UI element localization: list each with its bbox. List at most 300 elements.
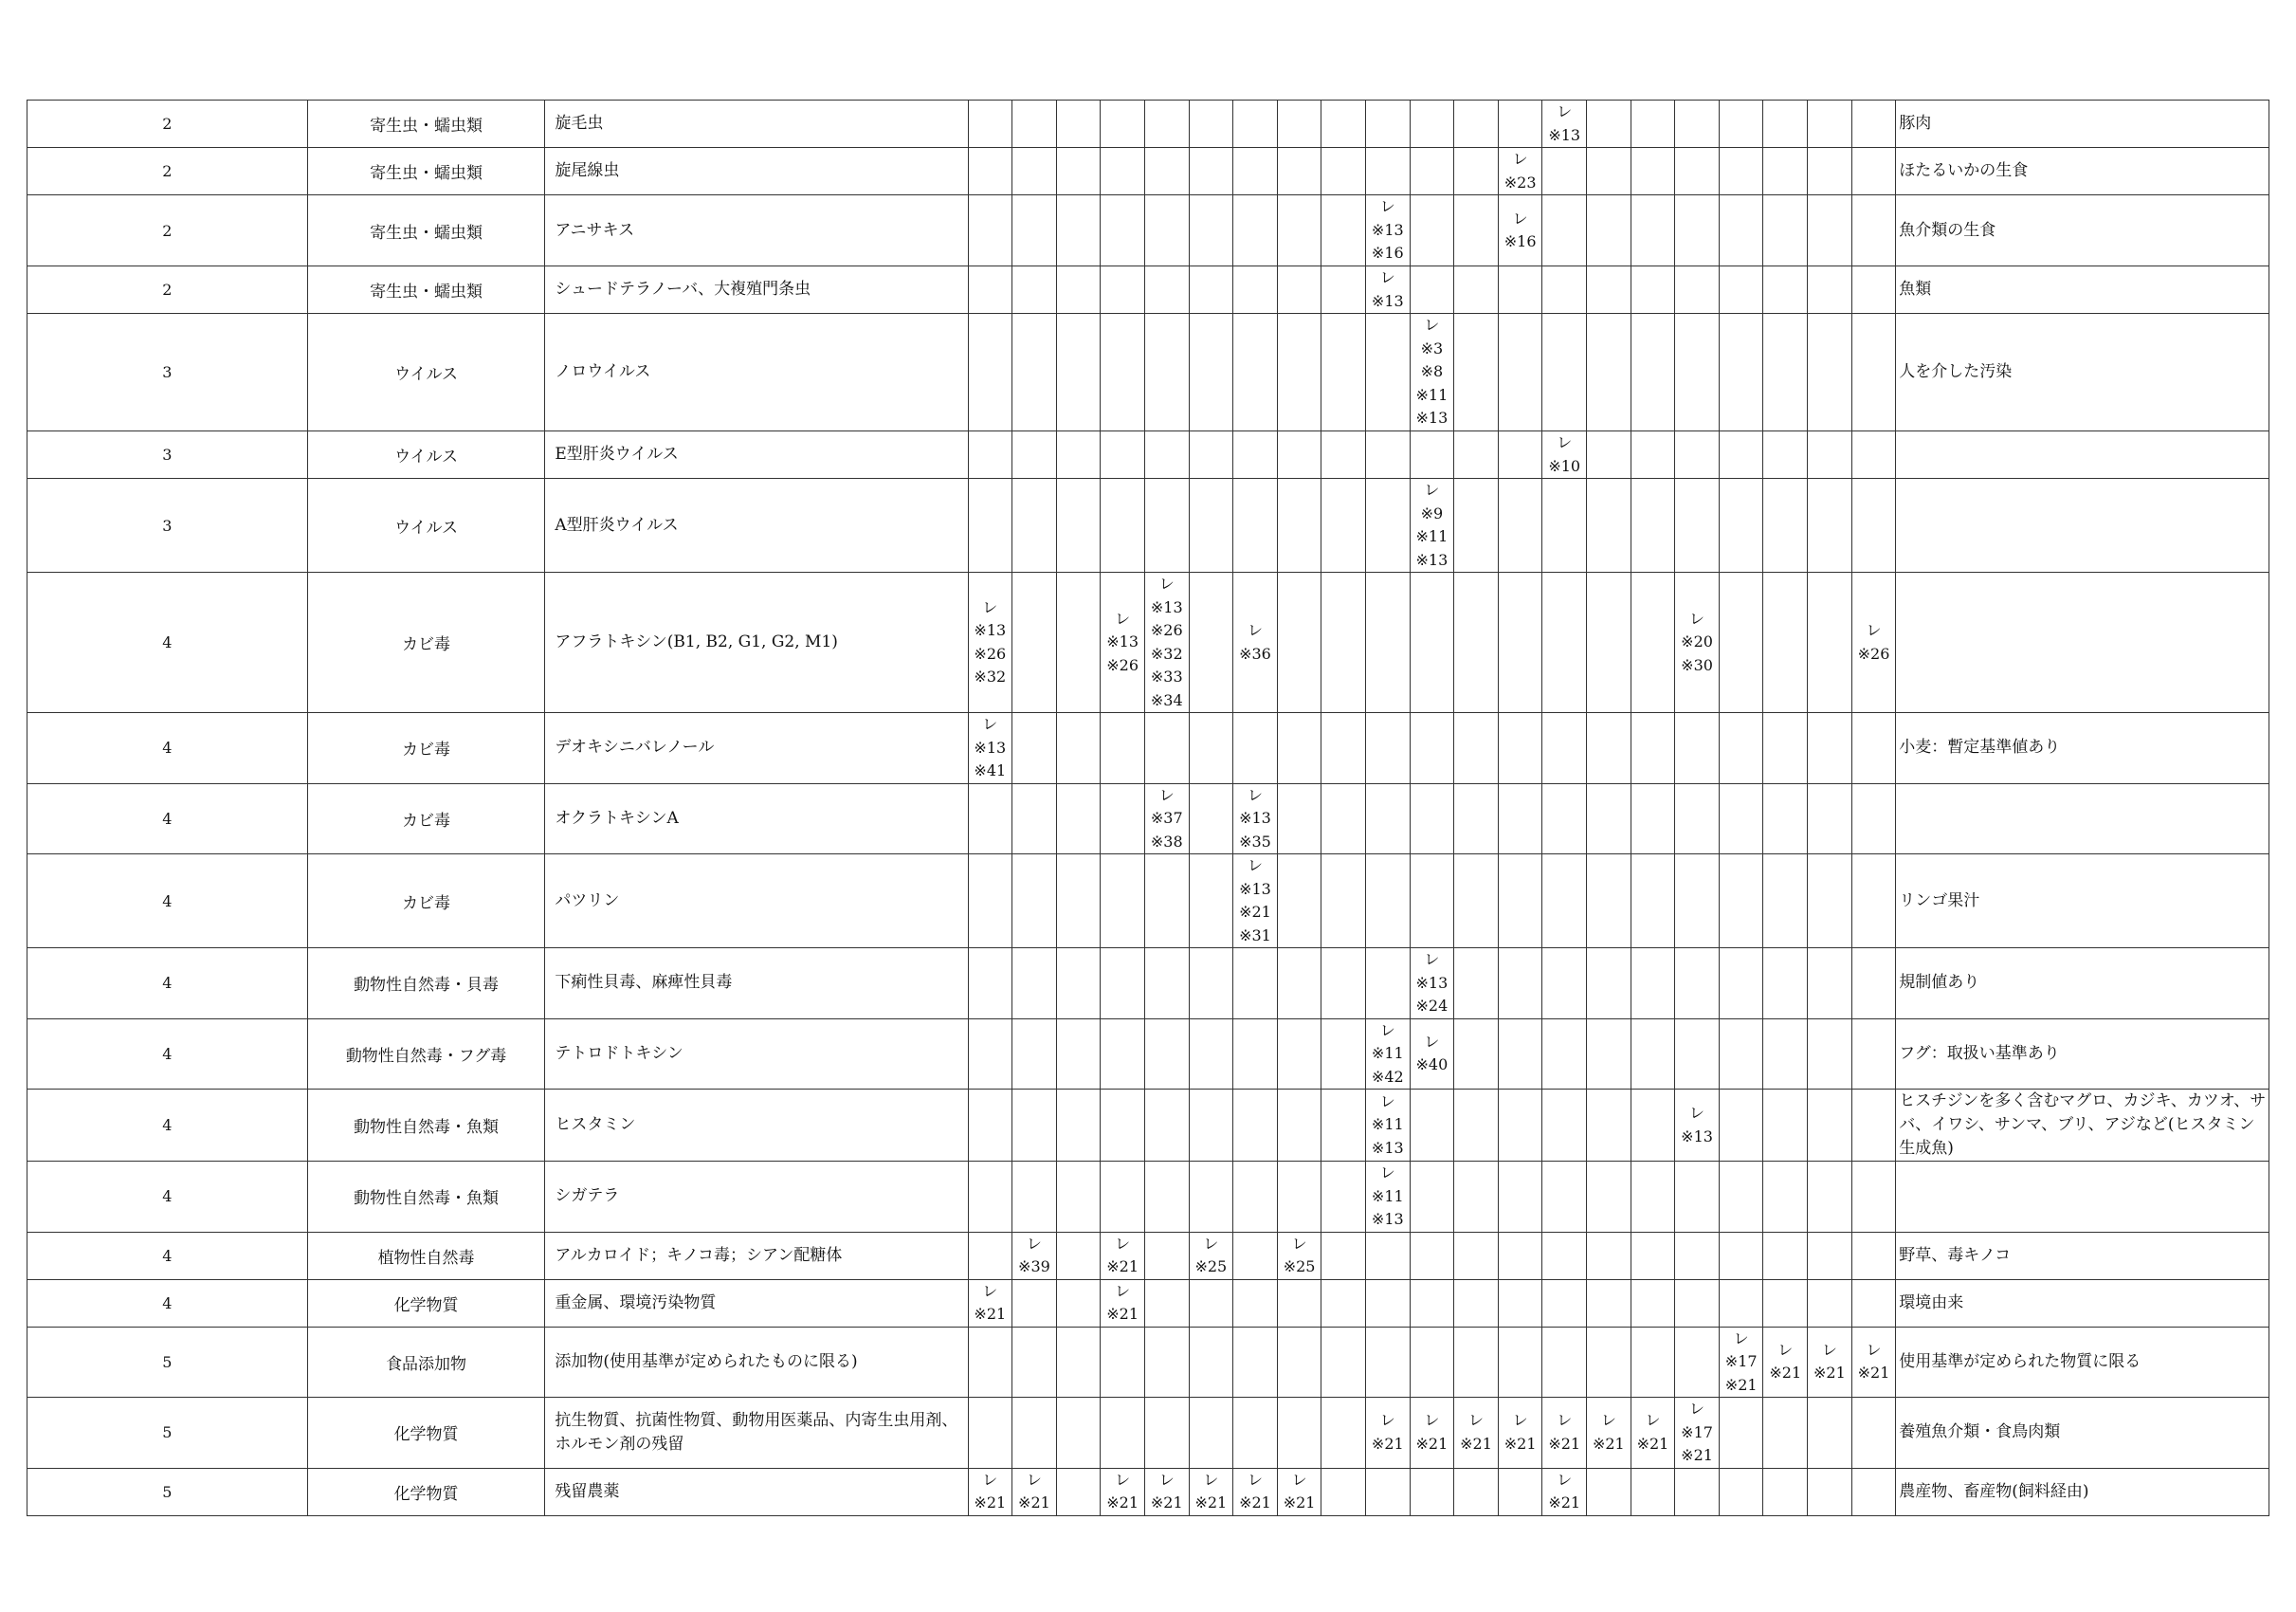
- check-cell: [968, 148, 1012, 195]
- remarks-cell: 魚類: [1896, 266, 2269, 314]
- check-cell: [1144, 1279, 1189, 1327]
- check-mark: レ: [982, 1470, 998, 1489]
- note-reference: ※26: [1857, 644, 1890, 663]
- hazard-name-cell: ノロウイルス: [545, 314, 968, 431]
- check-cell: [1365, 314, 1410, 431]
- check-mark: レ: [982, 597, 998, 616]
- check-cell: [1719, 1468, 1763, 1515]
- check-cell: [1542, 1232, 1587, 1279]
- check-cell: [1012, 1162, 1057, 1233]
- check-cell: [1763, 1162, 1808, 1233]
- remarks-cell: 規制値あり: [1896, 948, 2269, 1019]
- check-cell: [1056, 1090, 1101, 1162]
- check-mark: レ: [982, 1281, 998, 1300]
- hazard-name-cell: 旋毛虫: [545, 101, 968, 148]
- check-cell: [1675, 314, 1720, 431]
- check-cell: [1808, 1162, 1852, 1233]
- check-cell: [1410, 713, 1454, 784]
- hazard-name-cell: オクラトキシンA: [545, 783, 968, 854]
- check-cell: [1012, 266, 1057, 314]
- check-cell: [1851, 266, 1896, 314]
- check-cell: [1631, 1327, 1675, 1398]
- note-reference: ※21: [1548, 1434, 1581, 1453]
- hazard-name-cell: アニサキス: [545, 195, 968, 266]
- check-cell: [1365, 101, 1410, 148]
- check-cell: [1542, 479, 1587, 573]
- check-cell: [1365, 854, 1410, 948]
- check-cell: [1410, 1327, 1454, 1398]
- note-reference: ※8: [1420, 362, 1444, 381]
- check-cell: [1851, 1018, 1896, 1090]
- check-cell: [1454, 1327, 1499, 1398]
- check-cell: [1542, 195, 1587, 266]
- check-cell: [1675, 783, 1720, 854]
- note-reference: ※13: [974, 621, 1007, 639]
- check-cell: [968, 1162, 1012, 1233]
- check-cell: [1189, 431, 1233, 479]
- check-cell: [1365, 713, 1410, 784]
- rank-cell: 4: [27, 854, 308, 948]
- check-cell: [1542, 431, 1587, 479]
- check-cell: [1277, 1018, 1321, 1090]
- check-cell: [1808, 195, 1852, 266]
- check-cell: [1763, 1090, 1808, 1162]
- check-cell: [1012, 854, 1057, 948]
- category-cell: 化学物質: [307, 1468, 545, 1515]
- check-cell: [1056, 479, 1101, 573]
- note-reference: ※21: [1857, 1364, 1890, 1383]
- check-cell: [1277, 783, 1321, 854]
- table-row: [27, 195, 2269, 266]
- check-mark: レ: [1468, 1411, 1485, 1430]
- check-cell: [1056, 314, 1101, 431]
- table-row: [27, 783, 2269, 854]
- check-cell: [1101, 148, 1145, 195]
- note-reference: ※24: [1415, 997, 1449, 1015]
- rank-cell: 5: [27, 1327, 308, 1398]
- check-cell: [1587, 854, 1631, 948]
- check-cell: [1189, 854, 1233, 948]
- note-reference: ※13: [1239, 879, 1271, 898]
- check-cell: [1763, 148, 1808, 195]
- hazard-table: [27, 100, 2269, 1516]
- check-cell: [1763, 1398, 1808, 1469]
- category-cell: ウイルス: [307, 431, 545, 479]
- note-reference: ※21: [1018, 1493, 1050, 1511]
- check-mark: レ: [1424, 481, 1440, 499]
- check-cell: [1498, 854, 1542, 948]
- check-cell: [1587, 1398, 1631, 1469]
- check-cell: [968, 1468, 1012, 1515]
- check-cell: [1101, 783, 1145, 854]
- rank-cell: 5: [27, 1398, 308, 1469]
- check-cell: [1410, 948, 1454, 1019]
- check-cell: [1851, 1327, 1896, 1398]
- check-cell: [1101, 195, 1145, 266]
- check-cell: [1498, 1232, 1542, 1279]
- check-cell: [1763, 1232, 1808, 1279]
- check-cell: [1454, 948, 1499, 1019]
- check-cell: [1542, 573, 1587, 713]
- check-mark: レ: [1689, 1400, 1705, 1418]
- note-reference: ※31: [1239, 925, 1271, 944]
- check-cell: [1763, 854, 1808, 948]
- check-cell: [1763, 1018, 1808, 1090]
- check-cell: [1763, 948, 1808, 1019]
- check-cell: [1321, 314, 1366, 431]
- check-cell: [1056, 1279, 1101, 1327]
- note-reference: ※21: [1548, 1493, 1581, 1511]
- check-cell: [1189, 1279, 1233, 1327]
- category-cell: 動物性自然毒・フグ毒: [307, 1018, 545, 1090]
- note-reference: ※26: [974, 644, 1007, 663]
- check-cell: [1410, 1398, 1454, 1469]
- check-cell: [1631, 431, 1675, 479]
- check-mark: レ: [982, 715, 998, 733]
- check-cell: [1277, 431, 1321, 479]
- check-cell: [1542, 148, 1587, 195]
- note-reference: ※10: [1548, 456, 1581, 475]
- check-cell: [1719, 1018, 1763, 1090]
- check-cell: [1410, 573, 1454, 713]
- check-cell: [968, 314, 1012, 431]
- note-reference: ※20: [1681, 632, 1713, 651]
- check-cell: [1365, 573, 1410, 713]
- check-cell: [1410, 1090, 1454, 1162]
- check-cell: [1144, 1090, 1189, 1162]
- check-mark: レ: [1203, 1470, 1219, 1489]
- check-cell: [1763, 266, 1808, 314]
- check-cell: [1631, 266, 1675, 314]
- check-cell: [1851, 1398, 1896, 1469]
- check-cell: [1277, 1232, 1321, 1279]
- check-cell: [1012, 713, 1057, 784]
- check-cell: [1719, 479, 1763, 573]
- check-cell: [1454, 1398, 1499, 1469]
- note-reference: ※3: [1420, 339, 1444, 357]
- check-cell: [1056, 431, 1101, 479]
- check-mark: レ: [1424, 1411, 1440, 1430]
- hazard-name-cell: デオキシニバレノール: [545, 713, 968, 784]
- check-cell: [1321, 148, 1366, 195]
- table-row: [27, 1327, 2269, 1398]
- check-cell: [1719, 148, 1763, 195]
- note-reference: ※23: [1503, 173, 1537, 192]
- check-mark: レ: [1645, 1411, 1661, 1430]
- check-cell: [1675, 1279, 1720, 1327]
- check-cell: [1277, 266, 1321, 314]
- note-reference: ※13: [974, 738, 1007, 757]
- table-row: [27, 1468, 2269, 1515]
- rank-cell: 4: [27, 1279, 308, 1327]
- check-cell: [1851, 1162, 1896, 1233]
- check-mark: レ: [1247, 1470, 1263, 1489]
- check-mark: レ: [1247, 856, 1263, 874]
- check-cell: [1675, 1468, 1720, 1515]
- check-cell: [1365, 479, 1410, 573]
- check-cell: [968, 1090, 1012, 1162]
- check-cell: [1631, 1232, 1675, 1279]
- check-cell: [1675, 101, 1720, 148]
- category-cell: カビ毒: [307, 854, 545, 948]
- check-cell: [1675, 854, 1720, 948]
- check-cell: [1012, 195, 1057, 266]
- check-cell: [1454, 1162, 1499, 1233]
- category-cell: 食品添加物: [307, 1327, 545, 1398]
- check-cell: [1321, 195, 1366, 266]
- table-row: [27, 1232, 2269, 1279]
- remarks-cell: フグ：取扱い基準あり: [1896, 1018, 2269, 1090]
- check-cell: [1587, 266, 1631, 314]
- check-cell: [1277, 101, 1321, 148]
- check-cell: [1498, 431, 1542, 479]
- check-cell: [1189, 1090, 1233, 1162]
- check-mark: レ: [1557, 1470, 1573, 1489]
- remarks-cell: [1896, 1162, 2269, 1233]
- check-cell: [1144, 1398, 1189, 1469]
- check-cell: [1631, 854, 1675, 948]
- remarks-cell: 野草、毒キノコ: [1896, 1232, 2269, 1279]
- check-mark: レ: [1291, 1470, 1307, 1489]
- table-row: [27, 431, 2269, 479]
- check-cell: [1542, 713, 1587, 784]
- check-cell: [1233, 948, 1278, 1019]
- check-cell: [1808, 1090, 1852, 1162]
- check-cell: [1189, 713, 1233, 784]
- check-cell: [1498, 479, 1542, 573]
- check-cell: [1101, 713, 1145, 784]
- check-cell: [1851, 854, 1896, 948]
- check-mark: レ: [1777, 1340, 1794, 1359]
- check-cell: [1056, 1327, 1101, 1398]
- check-cell: [1719, 1398, 1763, 1469]
- check-cell: [1675, 1162, 1720, 1233]
- note-reference: ※21: [1769, 1364, 1802, 1383]
- table-row: [27, 1090, 2269, 1162]
- check-mark: レ: [1733, 1328, 1749, 1347]
- check-mark: レ: [1512, 1411, 1528, 1430]
- remarks-cell: 豚肉: [1896, 101, 2269, 148]
- check-cell: [1101, 573, 1145, 713]
- check-cell: [1012, 948, 1057, 1019]
- check-cell: [1498, 573, 1542, 713]
- check-cell: [1410, 854, 1454, 948]
- remarks-cell: ヒスチジンを多く含むマグロ、カジキ、カツオ、サバ、イワシ、サンマ、ブリ、アジなど(ヒスタミン生成魚): [1896, 1090, 2269, 1162]
- check-cell: [1719, 1090, 1763, 1162]
- note-reference: ※21: [1106, 1257, 1139, 1275]
- check-mark: レ: [1512, 209, 1528, 228]
- check-mark: レ: [1557, 1411, 1573, 1430]
- check-cell: [1763, 101, 1808, 148]
- check-cell: [1365, 783, 1410, 854]
- rank-cell: 4: [27, 783, 308, 854]
- check-cell: [1631, 1279, 1675, 1327]
- check-cell: [1808, 1018, 1852, 1090]
- check-cell: [1808, 148, 1852, 195]
- check-cell: [1277, 479, 1321, 573]
- check-cell: [1101, 1279, 1145, 1327]
- check-cell: [1321, 713, 1366, 784]
- note-reference: ※35: [1239, 832, 1271, 851]
- check-cell: [1233, 148, 1278, 195]
- note-reference: ※11: [1371, 1186, 1404, 1205]
- check-cell: [1851, 101, 1896, 148]
- check-cell: [1321, 266, 1366, 314]
- note-reference: ※11: [1371, 1115, 1404, 1134]
- check-cell: [968, 195, 1012, 266]
- note-reference: ※21: [1503, 1434, 1537, 1453]
- check-cell: [1056, 1398, 1101, 1469]
- check-cell: [1851, 573, 1896, 713]
- check-cell: [1277, 1468, 1321, 1515]
- table-row: [27, 713, 2269, 784]
- check-mark: レ: [1866, 1340, 1882, 1359]
- check-cell: [1321, 1018, 1366, 1090]
- rank-cell: 2: [27, 266, 308, 314]
- check-cell: [1851, 1090, 1896, 1162]
- note-reference: ※11: [1415, 385, 1449, 404]
- check-cell: [1101, 854, 1145, 948]
- check-cell: [1808, 854, 1852, 948]
- note-reference: ※21: [1636, 1434, 1669, 1453]
- check-cell: [968, 479, 1012, 573]
- check-cell: [1498, 148, 1542, 195]
- check-cell: [1101, 431, 1145, 479]
- note-reference: ※41: [974, 761, 1007, 779]
- rank-cell: 2: [27, 148, 308, 195]
- check-cell: [1056, 573, 1101, 713]
- check-cell: [1498, 1018, 1542, 1090]
- check-cell: [1719, 1327, 1763, 1398]
- note-reference: ※21: [1239, 1493, 1271, 1511]
- check-cell: [1012, 1018, 1057, 1090]
- check-cell: [1454, 854, 1499, 948]
- check-mark: レ: [1291, 1234, 1307, 1253]
- table-row: [27, 148, 2269, 195]
- check-cell: [1101, 479, 1145, 573]
- check-cell: [1233, 1327, 1278, 1398]
- check-cell: [1056, 1162, 1101, 1233]
- check-cell: [1719, 854, 1763, 948]
- note-reference: ※13: [1106, 632, 1139, 651]
- check-cell: [1277, 573, 1321, 713]
- note-reference: ※26: [1106, 655, 1139, 674]
- check-cell: [1056, 783, 1101, 854]
- check-cell: [1808, 1232, 1852, 1279]
- check-cell: [1101, 1090, 1145, 1162]
- check-cell: [1719, 573, 1763, 713]
- check-cell: [1321, 479, 1366, 573]
- note-reference: ※13: [1415, 973, 1449, 992]
- check-cell: [1675, 1018, 1720, 1090]
- check-cell: [1233, 783, 1278, 854]
- check-cell: [1454, 1018, 1499, 1090]
- note-reference: ※13: [1415, 409, 1449, 428]
- check-cell: [1542, 1090, 1587, 1162]
- rank-cell: 3: [27, 314, 308, 431]
- note-reference: ※26: [1150, 621, 1183, 639]
- check-cell: [1321, 854, 1366, 948]
- check-cell: [1233, 1090, 1278, 1162]
- check-cell: [1719, 101, 1763, 148]
- check-cell: [1101, 314, 1145, 431]
- check-cell: [1498, 713, 1542, 784]
- remarks-cell: 魚介類の生食: [1896, 195, 2269, 266]
- check-cell: [1012, 1090, 1057, 1162]
- note-reference: ※21: [1150, 1493, 1183, 1511]
- remarks-cell: リンゴ果汁: [1896, 854, 2269, 948]
- check-cell: [1675, 573, 1720, 713]
- note-reference: ※40: [1415, 1055, 1449, 1074]
- check-cell: [1454, 573, 1499, 713]
- note-reference: ※16: [1371, 244, 1404, 263]
- check-cell: [1498, 195, 1542, 266]
- check-cell: [1365, 1090, 1410, 1162]
- check-cell: [1012, 1327, 1057, 1398]
- hazard-name-cell: パツリン: [545, 854, 968, 948]
- check-cell: [968, 854, 1012, 948]
- hazard-name-cell: 重金属、環境汚染物質: [545, 1279, 968, 1327]
- remarks-cell: 環境由来: [1896, 1279, 2269, 1327]
- table-row: [27, 266, 2269, 314]
- check-cell: [1189, 479, 1233, 573]
- check-cell: [1233, 1018, 1278, 1090]
- category-cell: ウイルス: [307, 314, 545, 431]
- check-cell: [1144, 479, 1189, 573]
- check-cell: [1631, 1468, 1675, 1515]
- check-cell: [1631, 1162, 1675, 1233]
- check-cell: [1144, 1162, 1189, 1233]
- check-cell: [1410, 1279, 1454, 1327]
- check-cell: [1587, 314, 1631, 431]
- check-cell: [1012, 573, 1057, 713]
- check-cell: [1542, 854, 1587, 948]
- check-cell: [1012, 314, 1057, 431]
- check-cell: [1719, 1232, 1763, 1279]
- check-cell: [1410, 1018, 1454, 1090]
- check-mark: レ: [1379, 1091, 1395, 1110]
- check-cell: [1321, 1090, 1366, 1162]
- check-cell: [1808, 101, 1852, 148]
- check-cell: [1101, 266, 1145, 314]
- table-row: [27, 314, 2269, 431]
- check-cell: [1144, 948, 1189, 1019]
- check-mark: レ: [1689, 609, 1705, 628]
- note-reference: ※21: [1194, 1493, 1228, 1511]
- note-reference: ※21: [1106, 1493, 1139, 1511]
- check-cell: [1012, 1398, 1057, 1469]
- check-cell: [1675, 195, 1720, 266]
- remarks-cell: [1896, 573, 2269, 713]
- note-reference: ※13: [1150, 597, 1183, 616]
- check-cell: [1498, 948, 1542, 1019]
- check-cell: [1498, 1468, 1542, 1515]
- check-mark: レ: [1557, 102, 1573, 120]
- check-cell: [1277, 1090, 1321, 1162]
- note-reference: ※38: [1150, 832, 1183, 851]
- check-cell: [1631, 148, 1675, 195]
- check-cell: [1012, 1468, 1057, 1515]
- check-cell: [1189, 1162, 1233, 1233]
- check-mark: レ: [1115, 1281, 1131, 1300]
- note-reference: ※21: [1592, 1434, 1625, 1453]
- check-cell: [1587, 948, 1631, 1019]
- hazard-name-cell: アフラトキシン(B1, B2, G1, G2, M1): [545, 573, 968, 713]
- check-cell: [1454, 479, 1499, 573]
- check-mark: レ: [1115, 1470, 1131, 1489]
- note-reference: ※21: [1239, 903, 1271, 921]
- note-reference: ※21: [1371, 1434, 1404, 1453]
